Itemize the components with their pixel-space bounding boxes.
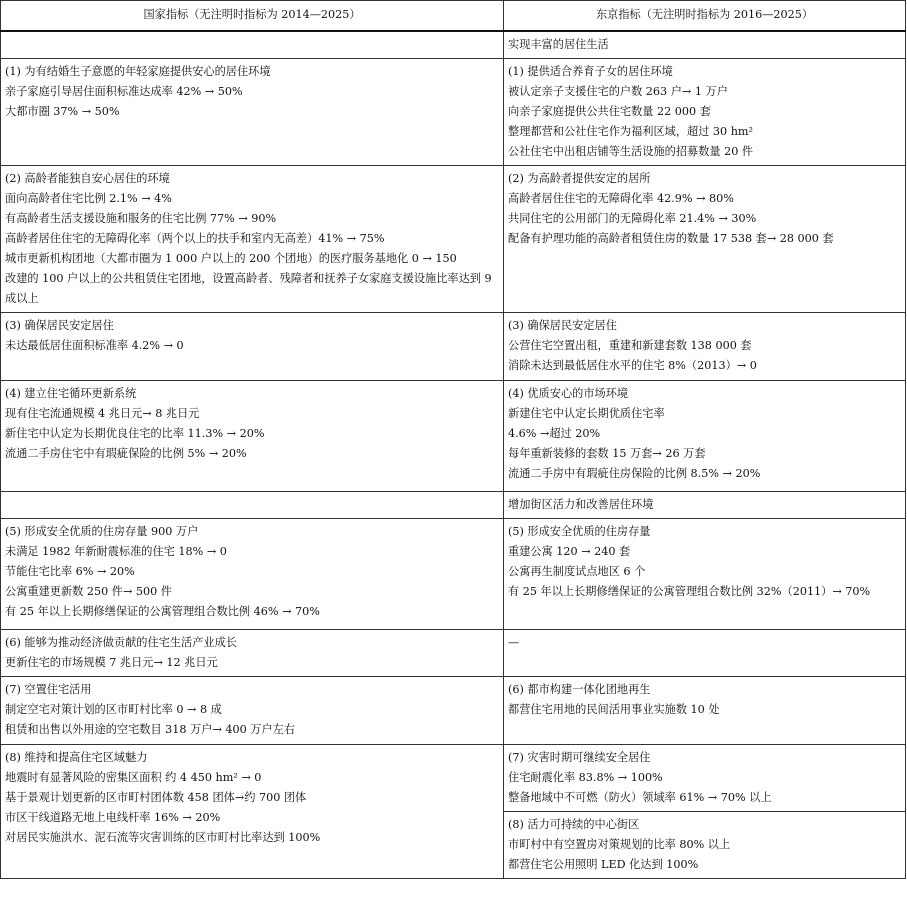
item-title: (7) 灾害时期可继续安全居住 [508,751,651,764]
item-line: 公寓再生制度试点地区 6 个 [508,565,646,578]
item-line: 未达最低居住面积标准率 4.2% → 0 [5,339,184,352]
item-line: 有 25 年以上长期修缮保证的公寓管理组合数比例 46% → 70% [5,605,320,618]
item-title: (1) 提供适合养育子女的居住环境 [508,65,673,78]
item-title: (5) 形成安全优质的住房存量 [508,525,651,538]
table-row [1,630,906,677]
item-title: (4) 优质安心的市场环境 [508,387,629,400]
table-row [1,492,906,519]
item-title: (8) 活力可持续的中心街区 [508,818,640,831]
item-line: 被认定亲子支援住宅的户数 263 户→ 1 万户 [508,85,728,98]
item-line: 基于景观计划更新的区市町村团体数 458 团体→约 700 团体 [5,791,307,804]
table-row [1,59,906,166]
table-row [1,519,906,630]
section-heading: 增加街区活力和改善居住环境 [508,498,654,511]
table-header-row [1,1,906,32]
national-cell [1,630,504,677]
national-cell [1,381,504,492]
tokyo-cell [504,313,906,381]
national-cell-empty [1,492,504,519]
item-line: 更新住宅的市场规模 7 兆日元→ 12 兆日元 [5,656,218,669]
table-row [1,381,906,492]
item-line: 面向高龄者住宅比例 2.1% → 4% [5,192,172,205]
item-line: 市町村中有空置房对策规划的比率 80% 以上 [508,838,731,851]
tokyo-cell [504,381,906,492]
item-title: (6) 能够为推动经济做贡献的住宅生活产业成长 [5,636,237,649]
section-heading: 实现丰富的居住生活 [508,38,609,51]
item-line: 制定空宅对策计划的区市町村比率 0 → 8 成 [5,703,222,716]
item-line: 配备有护理功能的高龄者租赁住房的数量 17 538 套→ 28 000 套 [508,232,834,245]
national-cell [1,166,504,313]
national-cell [1,519,504,630]
table-row [1,31,906,59]
item-line: 高龄者居住住宅的无障碍化率 42.9% → 80% [508,192,734,205]
tokyo-section-heading [504,31,906,59]
item-line: 新住宅中认定为长期优良住宅的比率 11.3% → 20% [5,427,265,440]
national-cell [1,313,504,381]
item-line: 新建住宅中认定长期优质住宅率 [508,407,665,420]
item-line: 都营住宅公用照明 LED 化达到 100% [508,858,699,871]
item-line: 现有住宅流通规模 4 兆日元→ 8 兆日元 [5,407,200,420]
item-line: 公寓重建更新数 250 件→ 500 件 [5,585,172,598]
item-line: 有高龄者生活支援设施和服务的住宅比例 77% → 90% [5,212,277,225]
item-line: 有 25 年以上长期修缮保证的公寓管理组合数比例 32%（2011）→ 70% [508,585,871,598]
item-title: (3) 确保居民安定居住 [5,319,114,332]
national-cell-empty [1,31,504,59]
item-line: 整备地域中不可燃（防火）领域率 61% → 70% 以上 [508,791,772,804]
table-row [1,166,906,313]
tokyo-cell [504,166,906,313]
item-line: 流通二手房中有瑕疵住房保险的比例 8.5% → 20% [508,467,761,480]
tokyo-cell [504,519,906,630]
item-line: 公营住宅空置出租，重建和新建套数 138 000 套 [508,339,752,352]
item-title: (6) 都市构建一体化团地再生 [508,683,651,696]
table-row [1,313,906,381]
tokyo-cell [504,812,906,879]
item-title: (2) 高龄者能独自安心居住的环境 [5,172,170,185]
header-tokyo: 东京指标（无注明时指标为 2016—2025） [504,1,906,32]
tokyo-cell [504,630,906,677]
national-cell [1,745,504,879]
item-line: 地震时有显著风险的密集区面积 约 4 450 hm² → 0 [5,771,262,784]
item-title: (1) 为有结婚生子意愿的年轻家庭提供安心的居住环境 [5,65,271,78]
national-cell [1,677,504,745]
header-national: 国家指标（无注明时指标为 2014—2025） [1,1,504,32]
item-title: (2) 为高龄者提供安定的居所 [508,172,651,185]
item-line: 向亲子家庭提供公共住宅数量 22 000 套 [508,105,711,118]
item-line: 每年重新装修的套数 15 万套→ 26 万套 [508,447,706,460]
item-line: 公社住宅中出租店铺等生活设施的招募数量 20 件 [508,145,754,158]
item-line: 住宅耐震化率 83.8% → 100% [508,771,663,784]
item-line: 大都市圈 37% → 50% [5,105,120,118]
item-line: 整理都营和公社住宅作为福利区域，超过 30 hm² [508,125,754,138]
item-title: (7) 空置住宅活用 [5,683,92,696]
item-line: 城市更新机构团地（大都市圈为 1 000 户以上的 200 个团地）的医疗服务基地化 0 → 150 [5,252,457,265]
item-line: 高龄者居住住宅的无障碍化率（两个以上的扶手和室内无高差）41% → 75% [5,232,385,245]
item-title: (5) 形成安全优质的住房存量 900 万户 [5,525,199,538]
item-line: 共同住宅的公用部门的无障碍化率 21.4% → 30% [508,212,757,225]
item-line: 节能住宅比率 6% → 20% [5,565,135,578]
item-dash: — [508,636,520,649]
table-row [1,745,906,812]
tokyo-section-heading [504,492,906,519]
item-line: 对居民实施洪水、泥石流等灾害训练的区市町村比率达到 100% [5,831,321,844]
item-line: 未满足 1982 年新耐震标准的住宅 18% → 0 [5,545,227,558]
national-cell [1,59,504,166]
tokyo-cell [504,59,906,166]
item-title: (8) 维持和提高住宅区域魅力 [5,751,148,764]
item-line: 重建公寓 120 → 240 套 [508,545,631,558]
item-line: 消除未达到最低居住水平的住宅 8%（2013）→ 0 [508,359,757,372]
item-line: 流通二手房住宅中有瑕疵保险的比例 5% → 20% [5,447,247,460]
item-line: 市区干线道路无地上电线杆率 16% → 20% [5,811,221,824]
item-line: 改建的 100 户以上的公共租赁住宅团地，设置高龄者、残障者和抚养子女家庭支援设施比率达到 9 成以上 [5,272,492,305]
item-title: (3) 确保居民安定居住 [508,319,617,332]
item-line: 亲子家庭引导居住面积标准达成率 42% → 50% [5,85,243,98]
tokyo-cell [504,745,906,812]
item-line: 4.6% →超过 20% [508,427,601,440]
item-line: 都营住宅用地的民间活用事业实施数 10 处 [508,703,720,716]
table-row [1,677,906,745]
item-title: (4) 建立住宅循环更新系统 [5,387,137,400]
tokyo-cell [504,677,906,745]
item-line: 租赁和出售以外用途的空宅数目 318 万户→ 400 万户左右 [5,723,296,736]
